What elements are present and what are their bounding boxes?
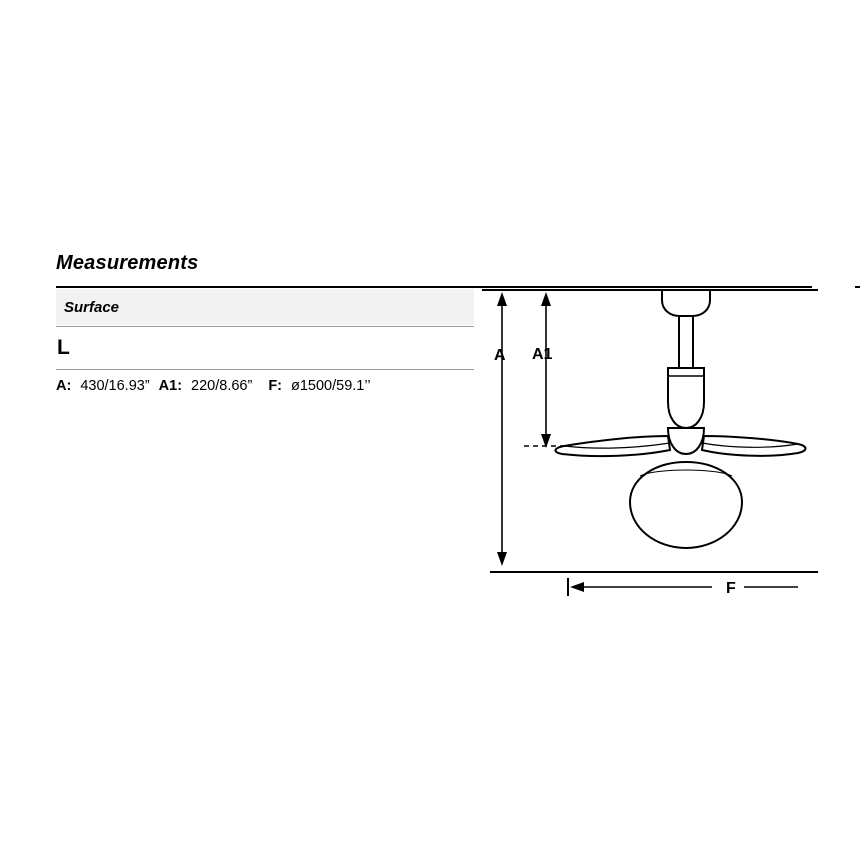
dim-value-f: ø1500/59.1’’ — [291, 378, 371, 394]
dim-value-a1: 220/8.66” — [191, 378, 253, 394]
dim-key-a1: A1: — [158, 378, 183, 394]
dimension-label-a: A — [494, 347, 506, 364]
size-divider — [56, 369, 474, 370]
dim-key-f: F: — [268, 378, 282, 394]
dimension-label-a1: A1 — [532, 346, 553, 363]
dimension-values-line — [56, 378, 371, 394]
size-row-label: L — [57, 336, 70, 359]
dim-value-a: 430/16.93” — [80, 378, 150, 394]
dim-key-a: A: — [56, 378, 72, 394]
surface-group-label: Surface — [64, 299, 120, 316]
page-edge-tick — [855, 286, 860, 288]
surface-divider — [56, 326, 474, 327]
fan-technical-drawing — [480, 276, 820, 606]
dimension-label-f: F — [726, 580, 736, 597]
page-title: Measurements — [56, 252, 199, 274]
